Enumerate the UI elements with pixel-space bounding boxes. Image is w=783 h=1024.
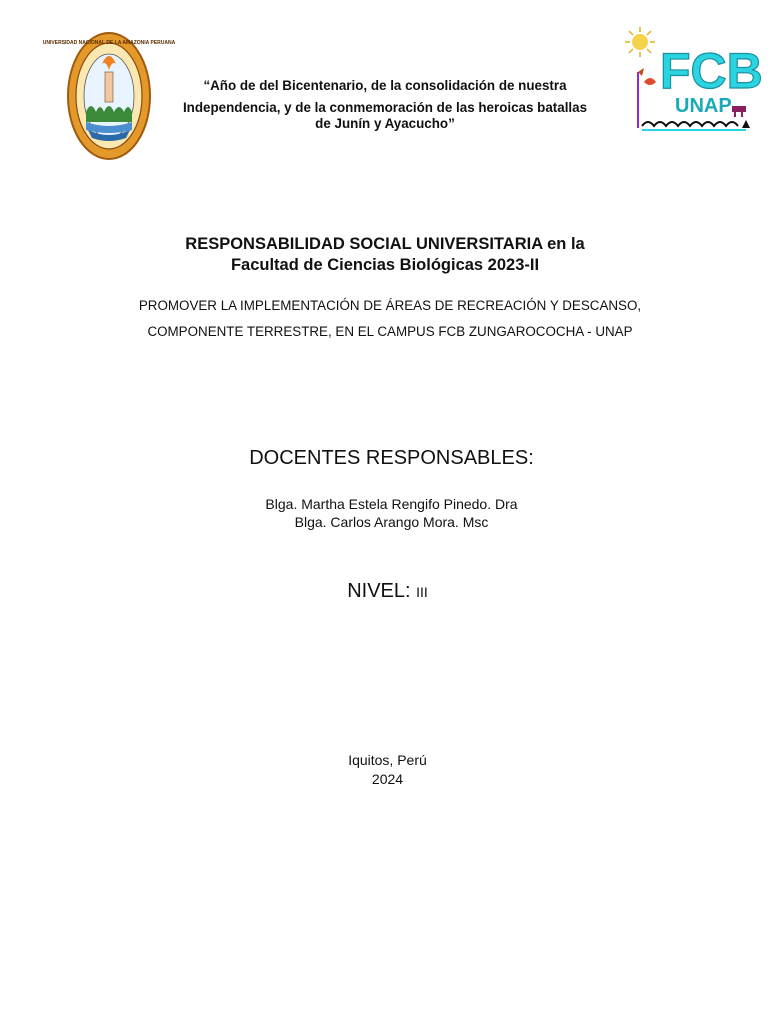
fcb-unap-logo (620, 22, 763, 138)
motto-line-2: Independencia, y de la conmemoración de las heroicas batallas (182, 100, 588, 115)
docentes-list (0, 495, 783, 531)
title-line-1-suffix: en la (542, 235, 585, 253)
seal-text: UNIVERSIDAD NACIONAL DE LA AMAZONIA PERUANA (42, 40, 176, 46)
nivel-line (0, 579, 775, 604)
motto-line-3: de Junín y Ayacucho” (315, 116, 455, 131)
fcb-logo-text: FCB (660, 43, 763, 99)
nivel-label: NIVEL: (347, 580, 417, 602)
title-program-name: RESPONSABILIDAD SOCIAL UNIVERSITARIA (185, 235, 543, 253)
institutional-motto (160, 76, 610, 133)
title-line-2: Facultad de Ciencias Biológicas 2023-II (230, 256, 540, 274)
motto-line-1: “Año de del Bicentenario, de la consolidación de nuestra (203, 78, 567, 93)
title-line-1 (100, 234, 670, 255)
docentes-heading: DOCENTES RESPONSABLES: (249, 447, 534, 469)
university-seal-logo (42, 30, 176, 162)
docente-name: Blga. Carlos Arango Mora. Msc (294, 514, 489, 530)
project-subtitle (60, 293, 720, 345)
subtitle-line-2: COMPONENTE TERRESTRE, EN EL CAMPUS FCB ZUNGAROCOCHA - UNAP (147, 324, 633, 339)
docente-name: Blga. Martha Estela Rengifo Pinedo. Dra (265, 496, 518, 512)
subtitle-line-1: PROMOVER LA IMPLEMENTACIÓN DE ÁREAS DE RECREACIÓN Y DESCANSO, (138, 298, 642, 313)
city: Iquitos, Perú (348, 752, 427, 768)
nivel-value: III (416, 584, 428, 600)
document-title (100, 234, 670, 276)
year: 2024 (371, 771, 404, 787)
unap-logo-text: UNAP (675, 95, 732, 117)
place-and-date (0, 751, 775, 789)
